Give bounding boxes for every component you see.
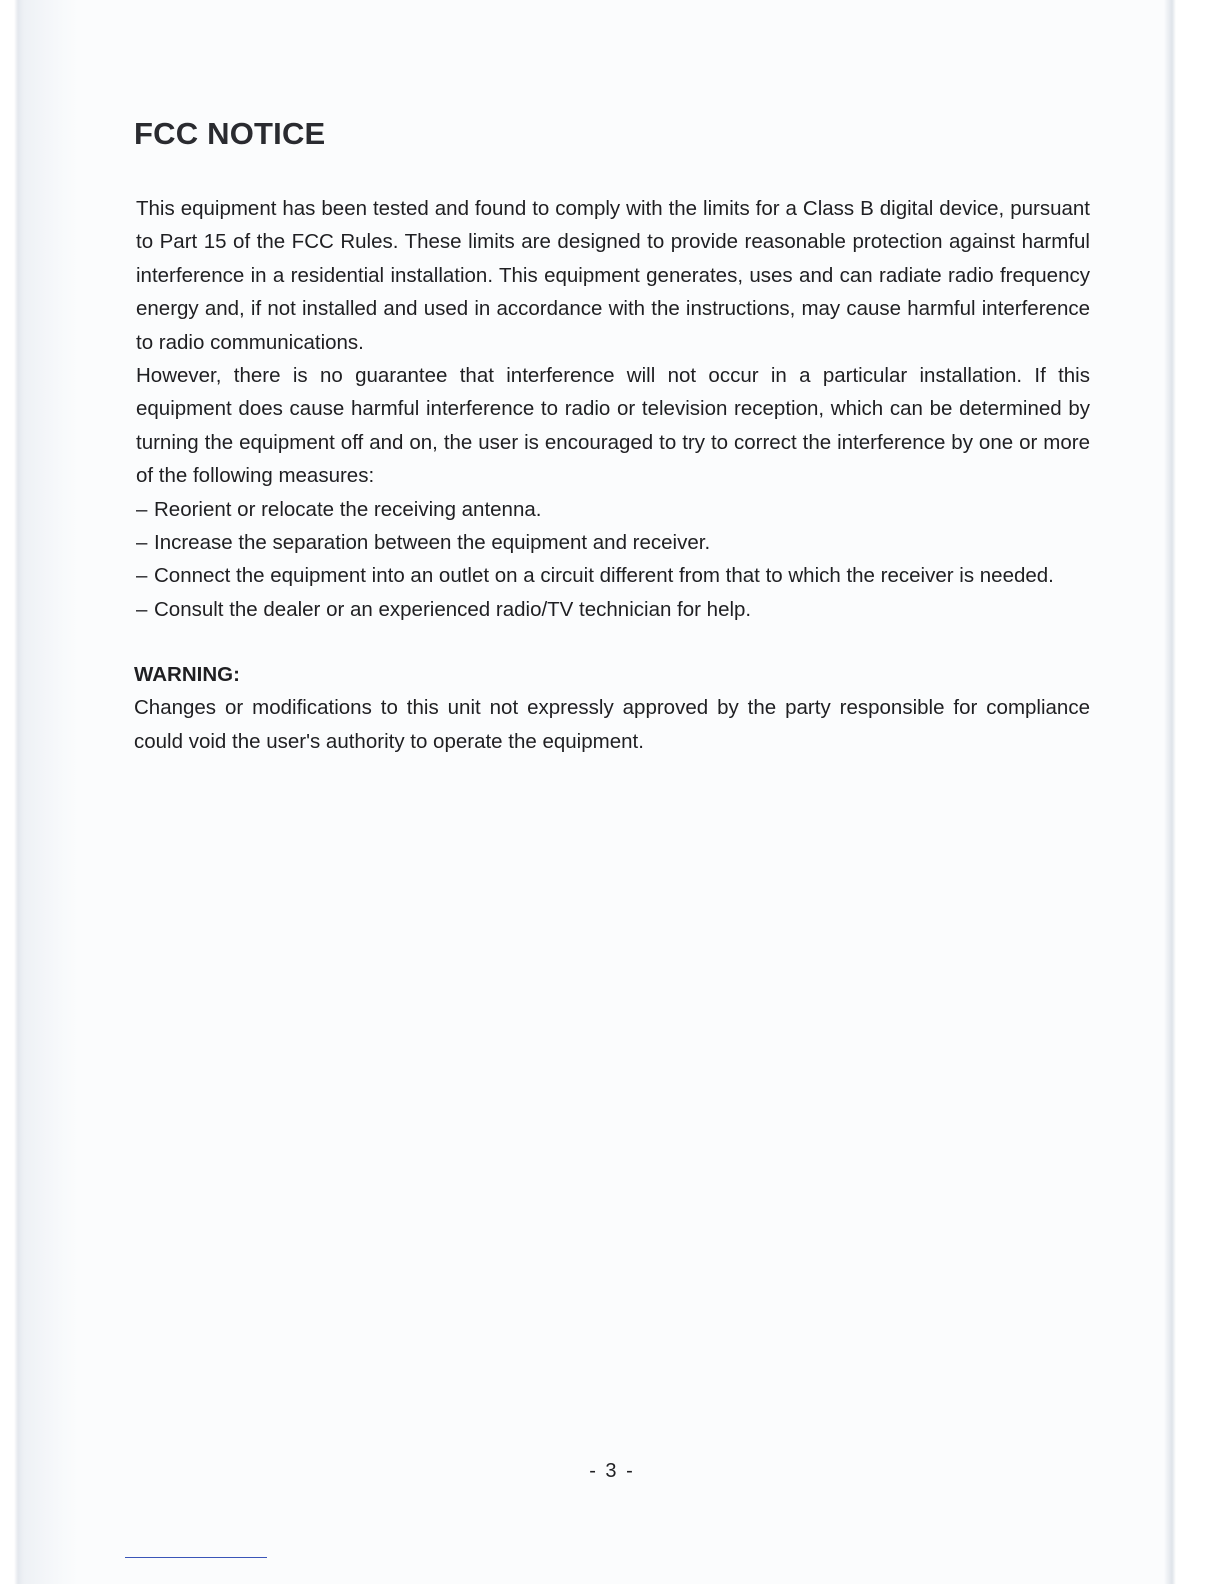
page-title: FCC NOTICE xyxy=(134,116,326,151)
document-page xyxy=(134,112,1090,758)
paragraph-interference: However, there is no guarantee that interference will not occur in a particular installation. If this equipment does cause harmful interference to radio or television reception, which can be determined by turning the equipment off and on, the user is encouraged to try to correct the interference by one or more of the following measures: xyxy=(136,364,1090,488)
list-item: – Consult the dealer or an experienced radio/TV technician for help. xyxy=(136,593,1090,626)
scan-left-edge xyxy=(0,0,78,1584)
measures-list xyxy=(136,493,1090,627)
scan-right-edge xyxy=(1164,0,1224,1584)
footer-rule xyxy=(125,1557,267,1558)
warning-heading: WARNING: xyxy=(134,663,240,687)
list-item: – Reorient or relocate the receiving antenna. xyxy=(136,493,1090,526)
list-item: – Connect the equipment into an outlet on a circuit different from that to which the receiver is needed. xyxy=(136,559,1090,592)
list-item: – Increase the separation between the equipment and receiver. xyxy=(136,526,1090,559)
page-number: - 3 - xyxy=(589,1460,635,1482)
notice-body xyxy=(136,192,1090,626)
warning-text: Changes or modifications to this unit not expressly approved by the party responsible for compliance could void the user's authority to operate the equipment. xyxy=(134,696,1090,753)
paragraph-compliance: This equipment has been tested and found to comply with the limits for a Class B digital device, pursuant to Part 15 of the FCC Rules. These limits are designed to provide reasonable protection against harmful interference in a residential installation. This equipment generates, uses and can radiate radio frequency energy and, if not installed and used in accordance with the instructions, may cause harmful interference to radio communications. xyxy=(136,197,1090,354)
